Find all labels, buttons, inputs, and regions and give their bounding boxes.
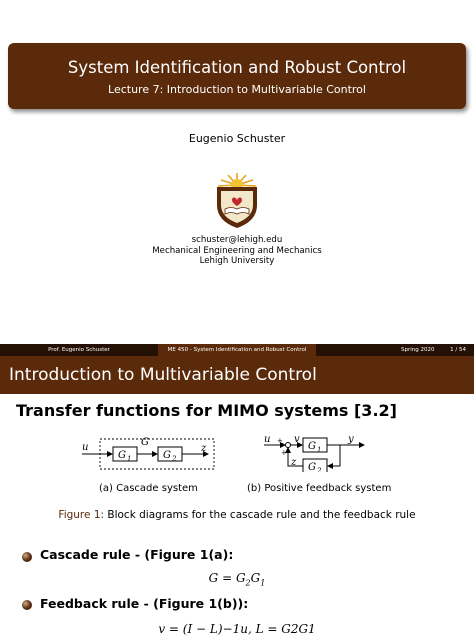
email-text: schuster@lehigh.edu [191,235,283,245]
fb-block-G2-sub: 2 [317,467,322,472]
footer-course: ME 450 - System Identification and Robust Control [158,344,316,356]
bullet-ball-icon [22,600,32,610]
figure-label: Figure 1: [58,509,105,521]
plus-sign-1: + [277,437,283,445]
fb-label-z: z [291,457,297,468]
block-G2-label: G [163,450,171,461]
bullet-cascade-rule: Cascade rule - (Figure 1(a): [40,547,234,562]
block-G1-sub: 1 [127,455,132,463]
section-heading: Transfer functions for MIMO systems [3.2] [16,401,397,420]
fb-block-G2-label: G [308,462,316,472]
caption-feedback: (b) Positive feedback system [247,483,392,494]
department-text: Mechanical Engineering and Mechanics [152,245,322,256]
block-G2-sub: 2 [172,455,177,463]
university-text: Lehigh University [199,256,275,266]
frame-title-bar [0,356,474,394]
title-box [8,43,466,109]
equation-cascade: $G = G_2G_1$ [208,571,266,588]
fb-label-v: v [294,434,300,445]
plus-sign-2: + [281,449,287,457]
label-z: z [201,443,207,454]
slide-subtitle: Lecture 7: Introduction to Multivariable Control [108,83,366,96]
cascade-diagram [82,437,214,469]
contact-block [0,235,474,267]
footer-author: Prof. Eugenio Schuster [0,344,158,356]
slide-title: System Identification and Robust Control [67,58,407,77]
footer-date: Spring 2020 [401,347,435,353]
fb-block-G1-sub: 1 [317,446,322,454]
label-G: G [141,437,149,448]
block-diagrams [76,430,386,472]
footer-page: 1 / 54 [450,347,466,353]
author-name: Eugenio Schuster [188,132,286,145]
fb-label-u: u [264,434,271,445]
equation-feedback: v = (I − L)−1u, L = G2G1 [158,622,316,636]
fb-block-G1-label: G [308,441,316,452]
lehigh-seal-icon [213,171,261,229]
block-G1-label: G [118,450,126,461]
caption-cascade: (a) Cascade system [99,483,198,494]
label-u: u [82,442,89,453]
frame-title: Introduction to Multivariable Control [9,365,317,385]
bullet-ball-icon [22,552,32,562]
feedback-diagram [264,434,364,472]
footer-bar [0,344,474,356]
footer-right [316,344,474,356]
figure-caption-text: Block diagrams for the cascade rule and the feedback rule [104,509,416,521]
fb-label-y: y [348,434,354,445]
bullet-feedback-rule: Feedback rule - (Figure 1(b)): [40,596,249,611]
figure-caption [0,509,474,521]
